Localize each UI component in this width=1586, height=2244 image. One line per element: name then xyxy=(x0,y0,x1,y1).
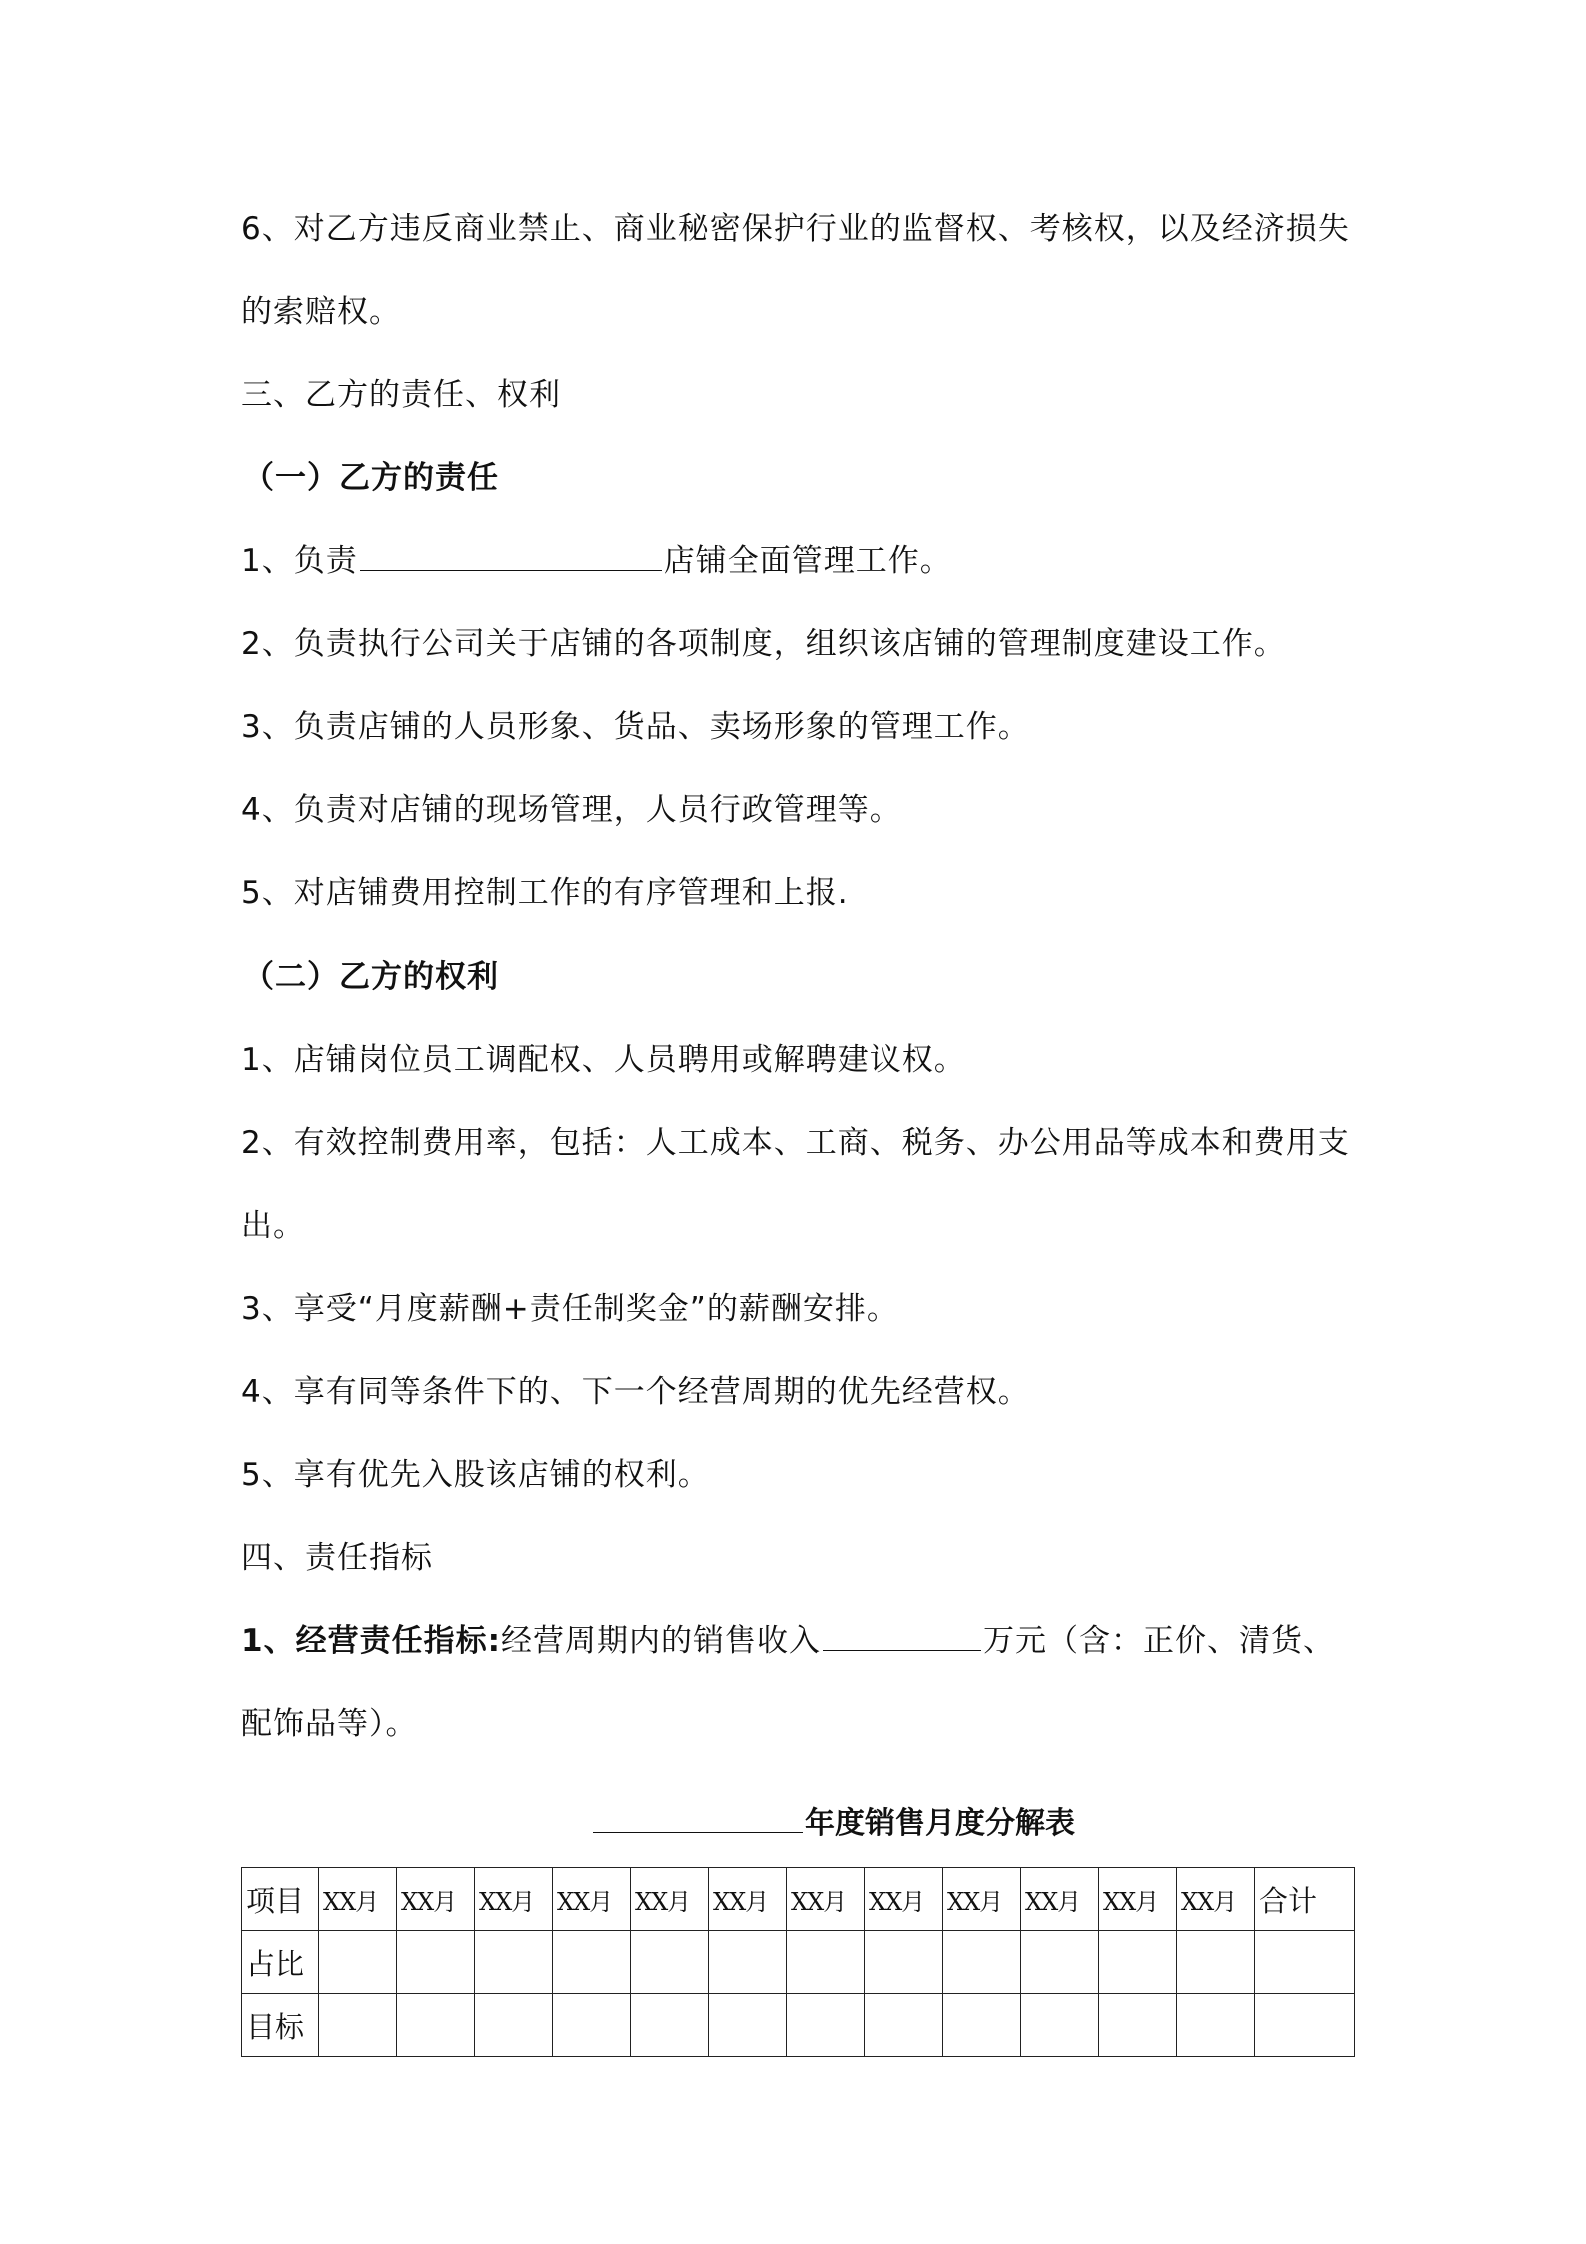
table-cell xyxy=(475,1931,553,1994)
responsibility-item-5: 5、对店铺费用控制工作的有序管理和上报. xyxy=(241,875,849,911)
table-cell xyxy=(1021,1994,1099,2057)
table-cell xyxy=(1255,1931,1355,1994)
table-cell xyxy=(865,1931,943,1994)
right-item-4: 4、享有同等条件下的、下一个经营周期的优先经营权。 xyxy=(241,1374,1030,1410)
indicator-item-1-line2: 配饰品等）。 xyxy=(241,1706,418,1742)
responsibility-item-4: 4、负责对店铺的现场管理，人员行政管理等。 xyxy=(241,792,902,828)
monthly-sales-table xyxy=(241,1867,1355,2057)
indicator-item-1-text: 经营周期内的销售收入 xyxy=(500,1623,821,1659)
table-cell xyxy=(397,1994,475,2057)
table-cell xyxy=(943,1994,1021,2057)
row-label: 目标 xyxy=(242,1994,319,2057)
table-row-ratio xyxy=(242,1931,1355,1994)
header-cell-month: XX月 xyxy=(475,1868,553,1931)
year-blank xyxy=(593,1798,803,1833)
header-cell-month: XX月 xyxy=(1099,1868,1177,1931)
responsibility-item-3: 3、负责店铺的人员形象、货品、卖场形象的管理工作。 xyxy=(241,709,1030,745)
table-cell xyxy=(709,1994,787,2057)
responsibility-item-2: 2、负责执行公司关于店铺的各项制度，组织该店铺的管理制度建设工作。 xyxy=(241,626,1286,662)
responsibility-item-1-prefix: 1、负责 xyxy=(241,543,358,579)
table-cell xyxy=(631,1994,709,2057)
table-cell xyxy=(319,1931,397,1994)
header-cell-month: XX月 xyxy=(709,1868,787,1931)
table-cell xyxy=(865,1994,943,2057)
header-cell-month: XX月 xyxy=(943,1868,1021,1931)
table-cell xyxy=(631,1931,709,1994)
store-name-blank xyxy=(360,540,662,571)
header-cell-total: 合计 xyxy=(1255,1868,1355,1931)
table-cell xyxy=(1099,1931,1177,1994)
right-item-3: 3、享受“月度薪酬+责任制奖金”的薪酬安排。 xyxy=(241,1291,899,1327)
table-cell xyxy=(1021,1931,1099,1994)
table-cell xyxy=(787,1931,865,1994)
header-cell-month: XX月 xyxy=(553,1868,631,1931)
table-header-row xyxy=(242,1868,1355,1931)
paragraph-item-6-line1: 6、对乙方违反商业禁止、商业秘密保护行业的监督权、考核权，以及经济损失 xyxy=(241,211,1350,247)
indicator-item-1-line1 xyxy=(241,1619,1361,1663)
table-cell xyxy=(1177,1994,1255,2057)
table-title-text: 年度销售月度分解表 xyxy=(805,1806,1075,1841)
right-item-1: 1、店铺岗位员工调配权、人员聘用或解聘建议权。 xyxy=(241,1042,966,1078)
right-item-2-line1: 2、有效控制费用率，包括：人工成本、工商、税务、办公用品等成本和费用支 xyxy=(241,1125,1350,1161)
header-cell-month: XX月 xyxy=(1021,1868,1099,1931)
table-cell xyxy=(475,1994,553,2057)
paragraph-item-6-line2: 的索赔权。 xyxy=(241,294,401,330)
right-item-5: 5、享有优先入股该店铺的权利。 xyxy=(241,1457,710,1493)
table-cell xyxy=(1099,1994,1177,2057)
table-cell xyxy=(943,1931,1021,1994)
table-cell xyxy=(319,1994,397,2057)
right-item-2-line2: 出。 xyxy=(241,1208,305,1244)
responsibility-item-1-suffix: 店铺全面管理工作。 xyxy=(663,543,952,579)
sales-amount-blank xyxy=(823,1620,981,1651)
table-cell xyxy=(553,1994,631,2057)
table-title xyxy=(591,1798,1075,1846)
row-label: 占比 xyxy=(242,1931,319,1994)
header-cell-month: XX月 xyxy=(865,1868,943,1931)
subheading-rights: （二）乙方的权利 xyxy=(243,959,499,995)
header-cell: 项目 xyxy=(242,1868,319,1931)
table-cell xyxy=(553,1931,631,1994)
responsibility-item-1 xyxy=(241,539,1361,583)
table-cell xyxy=(1177,1931,1255,1994)
header-cell-month: XX月 xyxy=(1177,1868,1255,1931)
table-cell xyxy=(1255,1994,1355,2057)
header-cell-month: XX月 xyxy=(631,1868,709,1931)
section-heading-3: 三、乙方的责任、权利 xyxy=(241,377,561,413)
subheading-responsibilities: （一）乙方的责任 xyxy=(243,460,499,496)
section-heading-4: 四、责任指标 xyxy=(241,1540,433,1576)
indicator-item-1-suffix: 万元（含：正价、清货、 xyxy=(982,1623,1335,1659)
table-cell xyxy=(397,1931,475,1994)
table-cell xyxy=(787,1994,865,2057)
header-cell-month: XX月 xyxy=(319,1868,397,1931)
indicator-item-1-label: 1、经营责任指标: xyxy=(241,1623,501,1659)
header-cell-month: XX月 xyxy=(787,1868,865,1931)
table-row-target xyxy=(242,1994,1355,2057)
table-cell xyxy=(709,1931,787,1994)
header-cell-month: XX月 xyxy=(397,1868,475,1931)
